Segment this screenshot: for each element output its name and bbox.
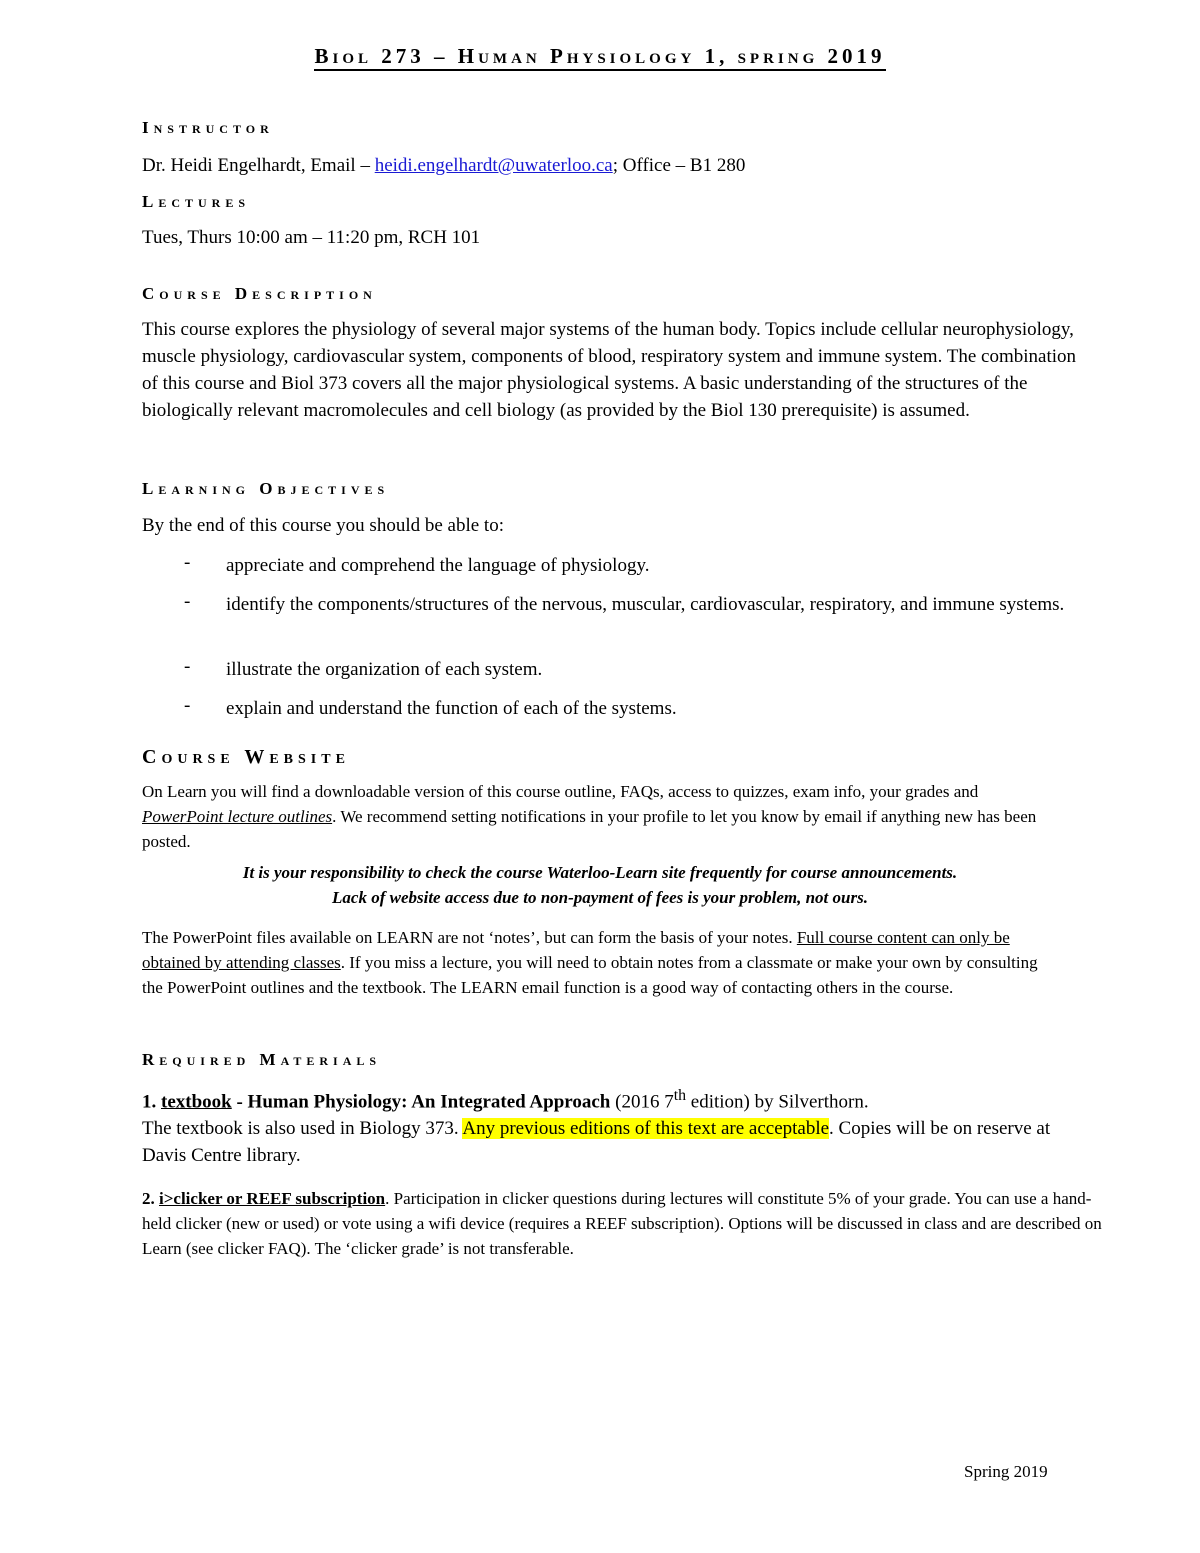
bullet-marker: - [184, 591, 191, 612]
course-website-text-b: . We recommend setting notifications in your profile to let you know by email if anything new has been posted. [142, 807, 1037, 851]
lectures-text: Tues, Thurs 10:00 am – 11:20 pm, RCH 101 [142, 227, 481, 248]
objective-item: explain and understand the function of each of the systems. [226, 698, 677, 719]
heading-instructor: Instructor [142, 118, 274, 137]
material-item-clicker [142, 1186, 1117, 1261]
page-title [0, 44, 1200, 69]
notice-line-1: It is your responsibility to check the course Waterloo-Learn site frequently for course announcements. [242, 863, 958, 882]
highlighted-note: Any previous editions of this text are acceptable [462, 1118, 830, 1140]
course-description-text: This course explores the physiology of several major systems of the human body. Topics include cellular neurophysiology, muscle physiology, cardiovascular system, components of blood, respiratory system and immune system. The combination of this course and Biol 373 covers all the major physiological systems. A basic understanding of the structures of the biologically relevant macromolecules and cell biology (as provided by the Biol 130 prerequisite) is assumed. [142, 319, 1076, 421]
textbook-edition-sup: th [673, 1087, 687, 1104]
heading-required-materials: Required Materials [142, 1050, 382, 1069]
powerpoint-outlines-text: PowerPoint lecture outlines [142, 807, 333, 826]
instructor-suffix: ; Office – B1 280 [612, 155, 746, 176]
textbook-line2-b: . Copies will be on reserve at Davis Centre library. [142, 1118, 1051, 1167]
objective-item: illustrate the organization of each system. [226, 659, 543, 680]
textbook-label: textbook [161, 1091, 232, 1113]
instructor-email-link[interactable]: heidi.engelhardt@uwaterloo.ca [374, 155, 613, 176]
textbook-edition-a: (2016 7 [610, 1091, 674, 1113]
bullet-marker: - [184, 656, 191, 677]
attendance-note: Full course content can only be obtained by attending classes [142, 928, 1010, 972]
course-website-text-a: On Learn you will find a downloadable version of this course outline, FAQs, access to quizzes, exam info, your grades and [142, 782, 979, 801]
item-number: 2. [142, 1189, 159, 1208]
page-footer: Spring 2019 [964, 1462, 1048, 1481]
objective-item: identify the components/structures of the nervous, muscular, cardiovascular, respiratory, and immune systems. [226, 594, 1065, 615]
textbook-title: - Human Physiology: An Integrated Approach [231, 1091, 611, 1113]
powerpoint-paragraph [142, 925, 1062, 1000]
clicker-text: . Participation in clicker questions during lectures will constitute 5% of your grade. You can use a hand-held clicker (new or used) or vote using a wifi device (requires a REEF subscription). Options will be discussed in class and are described on Learn (see clicker FAQ). The ‘clicker grade’ is not transferable. [142, 1189, 1102, 1258]
bullet-marker: - [184, 695, 191, 716]
learning-objectives-intro: By the end of this course you should be able to: [142, 515, 504, 536]
page-title-text: Biol 273 – Human Physiology 1, spring 2019 [314, 44, 885, 71]
textbook-edition-b: edition) by Silverthorn. [686, 1091, 869, 1113]
objective-item: appreciate and comprehend the language of physiology. [226, 555, 650, 576]
material-item-textbook [142, 1082, 1072, 1169]
powerpoint-text-b: . If you miss a lecture, you will need to obtain notes from a classmate or make your own by consulting the PowerPoint outlines and the textbook. The LEARN email function is a good way of contacting others in the course. [142, 953, 1038, 997]
clicker-label: i>clicker or REEF subscription [159, 1189, 386, 1208]
notice-line-2: Lack of website access due to non-payment of fees is your problem, not ours. [332, 888, 868, 907]
item-number: 1. [142, 1091, 161, 1113]
instructor-prefix: Dr. Heidi Engelhardt, Email – [142, 155, 375, 176]
heading-course-description: Course Description [142, 284, 377, 303]
course-website-paragraph [142, 779, 1062, 854]
instructor-line [142, 152, 1082, 179]
heading-course-website: Course Website [142, 746, 350, 768]
powerpoint-text-a: The PowerPoint files available on LEARN are not ‘notes’, but can form the basis of your notes. [142, 928, 797, 947]
textbook-line2-a: The textbook is also used in Biology 373. [142, 1118, 463, 1140]
bullet-marker: - [184, 552, 191, 573]
heading-lectures: Lectures [142, 192, 251, 211]
heading-learning-objectives: Learning Objectives [142, 479, 390, 498]
